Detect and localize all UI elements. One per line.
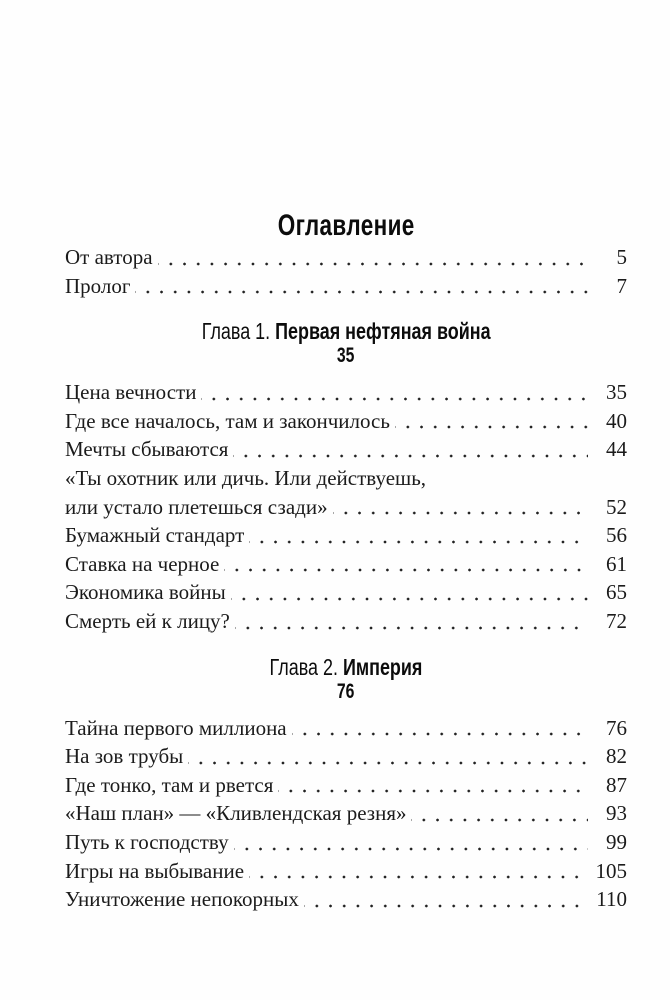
chapter-page-number (65, 344, 627, 368)
chapter-heading (65, 318, 627, 344)
toc-entry-page: 82 (606, 744, 627, 769)
toc-entry (65, 607, 627, 636)
chapter-heading (65, 654, 627, 680)
toc-entry (65, 885, 627, 914)
toc-entry (65, 272, 627, 301)
chapter-entry-list (65, 378, 627, 635)
dot-leader (411, 799, 588, 828)
toc-entry-label: Игры на выбывание (65, 858, 245, 883)
toc-entry-label: «Ты охотник или дичь. Или действуешь, (65, 465, 427, 490)
dot-leader (233, 435, 588, 464)
dot-leader (188, 742, 588, 771)
toc-entry-label: Уничтожение непокорных (65, 887, 299, 912)
toc-entry-page: 44 (606, 437, 627, 462)
toc-entry-label: Путь к господству (65, 829, 229, 854)
toc-entry (65, 771, 627, 800)
dot-leader (234, 828, 588, 857)
toc-entry-label: Смерть ей к лицу? (65, 608, 230, 633)
dot-leader (231, 578, 588, 607)
chapter-entry-list (65, 714, 627, 914)
dot-leader (304, 885, 588, 914)
dot-leader (278, 771, 588, 800)
toc-entry-label: От автора (65, 245, 153, 269)
toc-entry-page: 105 (595, 858, 627, 883)
chapter-section-1 (65, 318, 627, 635)
toc-entry-label: На зов трубы (65, 744, 184, 769)
toc-entry-page: 5 (616, 245, 627, 269)
toc-entry (65, 578, 627, 607)
dot-leader (292, 714, 588, 743)
toc-entry-page: 61 (606, 551, 627, 576)
toc-entry-label: Пролог (65, 273, 131, 298)
toc-entry-label: Бумажный стандарт (65, 523, 245, 548)
dot-leader (249, 857, 588, 886)
dot-leader (135, 272, 588, 301)
toc-entry (65, 857, 627, 886)
toc-entry-page: 76 (606, 715, 627, 740)
toc-entry-page: 65 (606, 580, 627, 605)
dot-leader (235, 607, 588, 636)
dot-leader (158, 243, 588, 272)
chapter-page-number-text: 35 (337, 344, 355, 368)
toc-entry-label: Мечты сбываются (65, 437, 229, 462)
toc-entry (65, 243, 627, 272)
toc-entry-label: Экономика войны (65, 580, 226, 605)
toc-entry-page: 99 (606, 829, 627, 854)
toc-entry-page: 52 (606, 494, 627, 519)
chapter-number: Глава 2. (269, 653, 338, 680)
dot-leader (249, 521, 588, 550)
toc-entry-label: Цена вечности (65, 380, 197, 405)
toc-entry (65, 714, 627, 743)
toc-entry (65, 435, 627, 464)
toc-entry-label: или устало плетешься сзади» (65, 494, 328, 519)
toc-entry-label: «Наш план» — «Кливлендская резня» (65, 801, 407, 826)
toc-entry (65, 378, 627, 407)
toc-entry-label: Где все началось, там и закончилось (65, 408, 390, 433)
toc-entry-page: 93 (606, 801, 627, 826)
front-matter-list (65, 243, 627, 300)
chapter-name: Империя (342, 653, 423, 680)
chapter-heading-text (270, 654, 423, 680)
dot-leader (333, 493, 588, 522)
toc-entry-label: Где тонко, там и рвется (65, 772, 274, 797)
page-title (65, 209, 627, 243)
toc-entry (65, 521, 627, 550)
toc-entry-page: 56 (606, 523, 627, 548)
chapter-section-2 (65, 654, 627, 914)
chapter-number: Глава 1. (201, 318, 270, 345)
toc-entry (65, 828, 627, 857)
toc-entry (65, 550, 627, 579)
page-title-text: Оглавление (277, 209, 415, 242)
chapter-name: Первая нефтяная война (274, 318, 491, 345)
dot-leader (201, 378, 588, 407)
toc-entry-page: 7 (616, 273, 627, 298)
dot-leader (395, 407, 588, 436)
chapter-page-number-text: 76 (337, 679, 355, 703)
toc-entry-page: 87 (606, 772, 627, 797)
dot-leader (224, 550, 588, 579)
toc-entry-label: Тайна первого миллиона (65, 715, 287, 740)
toc-entry-page: 40 (606, 408, 627, 433)
toc-entry-page: 72 (606, 608, 627, 633)
chapter-heading-text (202, 318, 491, 344)
toc-entry (65, 799, 627, 828)
toc-entry-wrapped-line1 (65, 464, 627, 493)
toc-entry (65, 742, 627, 771)
chapter-page-number (65, 680, 627, 704)
toc-entry-page: 110 (596, 887, 627, 912)
toc-entry (65, 407, 627, 436)
toc-entry-page: 35 (606, 380, 627, 405)
toc-entry-wrapped-line2 (65, 493, 627, 522)
toc-entry-label: Ставка на черное (65, 551, 220, 576)
